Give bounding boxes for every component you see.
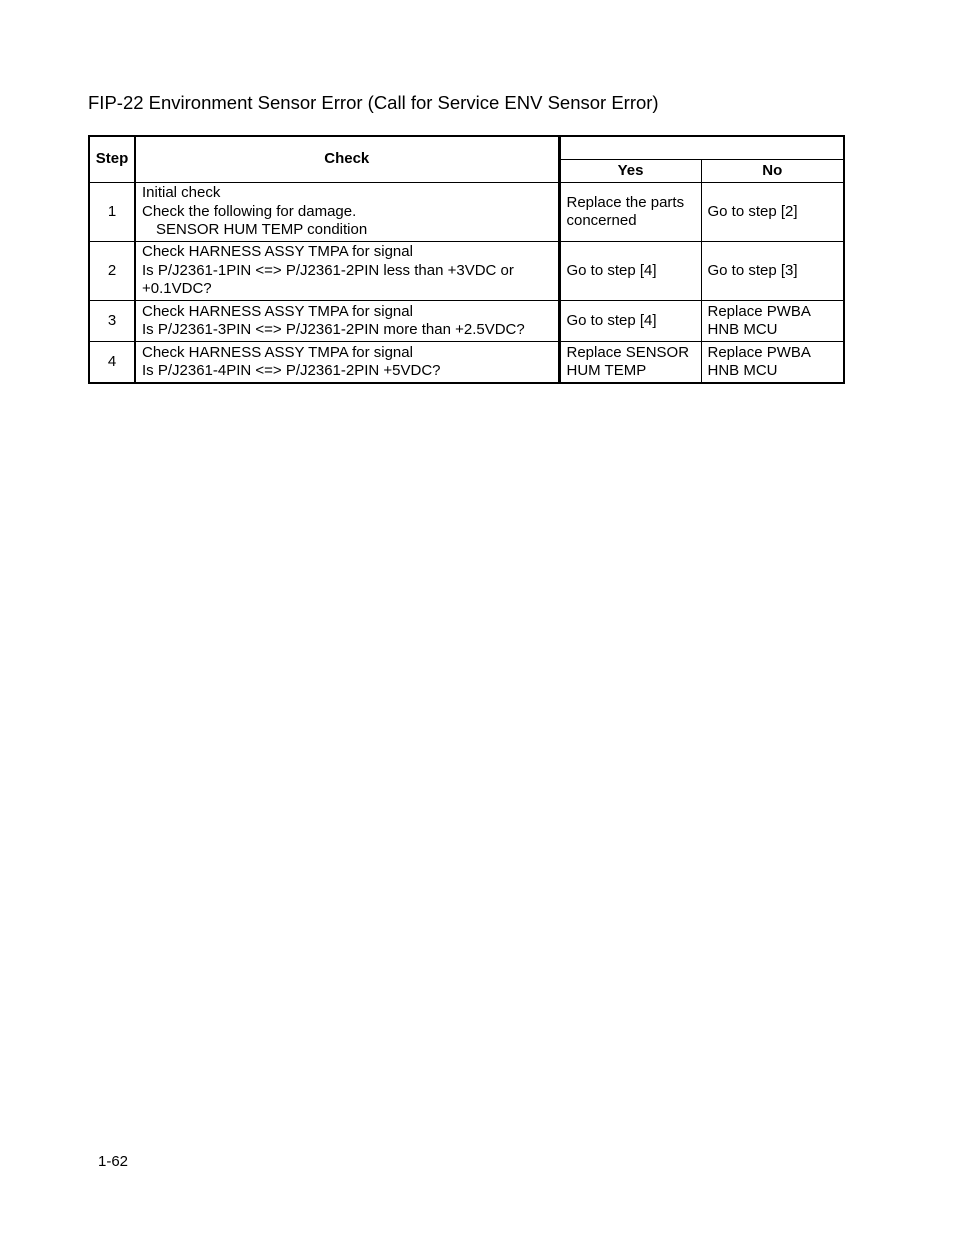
yes-cell xyxy=(559,242,701,301)
yes-cell xyxy=(559,301,701,342)
page-title: FIP-22 Environment Sensor Error (Call for Service ENV Sensor Error) xyxy=(88,92,659,113)
check-cell xyxy=(135,342,559,384)
yes-text: Replace SENSOR HUM TEMP xyxy=(566,343,690,379)
check-cell xyxy=(135,242,559,301)
check-line: Is P/J2361-4PIN <=> P/J2361-2PIN +5VDC? xyxy=(142,362,441,379)
table-row xyxy=(89,183,844,242)
no-text: Go to step [2] xyxy=(707,202,798,220)
header-no: No xyxy=(701,160,844,183)
no-cell xyxy=(701,183,844,242)
no-text: Go to step [3] xyxy=(707,261,798,279)
header-yes: Yes xyxy=(559,160,701,183)
yes-text: Go to step [4] xyxy=(566,261,657,279)
no-text: Replace PWBA HNB MCU xyxy=(707,302,811,338)
troubleshooting-table xyxy=(88,135,845,384)
check-line: Is P/J2361-1PIN <=> P/J2361-2PIN less than +3VDC or xyxy=(142,261,514,279)
check-cell xyxy=(135,301,559,342)
check-line: Check HARNESS ASSY TMPA for signal xyxy=(142,343,413,361)
check-line: Is P/J2361-3PIN <=> P/J2361-2PIN more than +2.5VDC? xyxy=(142,321,525,338)
table-row xyxy=(89,342,844,384)
check-line: +0.1VDC? xyxy=(142,280,212,298)
check-line: Check the following for damage. xyxy=(142,202,357,220)
step-number: 4 xyxy=(89,342,135,384)
check-line: SENSOR HUM TEMP condition xyxy=(156,221,368,239)
no-cell xyxy=(701,342,844,384)
step-number: 1 xyxy=(89,183,135,242)
header-step: Step xyxy=(89,136,135,183)
yes-text: Go to step [4] xyxy=(566,311,657,329)
no-cell xyxy=(701,301,844,342)
no-cell xyxy=(701,242,844,301)
yes-cell xyxy=(559,183,701,242)
step-number: 3 xyxy=(89,301,135,342)
header-check: Check xyxy=(135,136,559,183)
yes-cell xyxy=(559,342,701,384)
page-number: 1-62 xyxy=(98,1153,129,1170)
table-row xyxy=(89,242,844,301)
check-line: Check HARNESS ASSY TMPA for signal xyxy=(142,243,413,261)
table-row xyxy=(89,301,844,342)
yes-text: Replace the parts concerned xyxy=(566,193,685,229)
check-line: Check HARNESS ASSY TMPA for signal xyxy=(142,302,413,320)
header-result-group xyxy=(559,136,844,160)
no-text: Replace PWBA HNB MCU xyxy=(707,343,811,379)
check-cell xyxy=(135,183,559,242)
check-line: Initial check xyxy=(142,184,221,202)
step-number: 2 xyxy=(89,242,135,301)
